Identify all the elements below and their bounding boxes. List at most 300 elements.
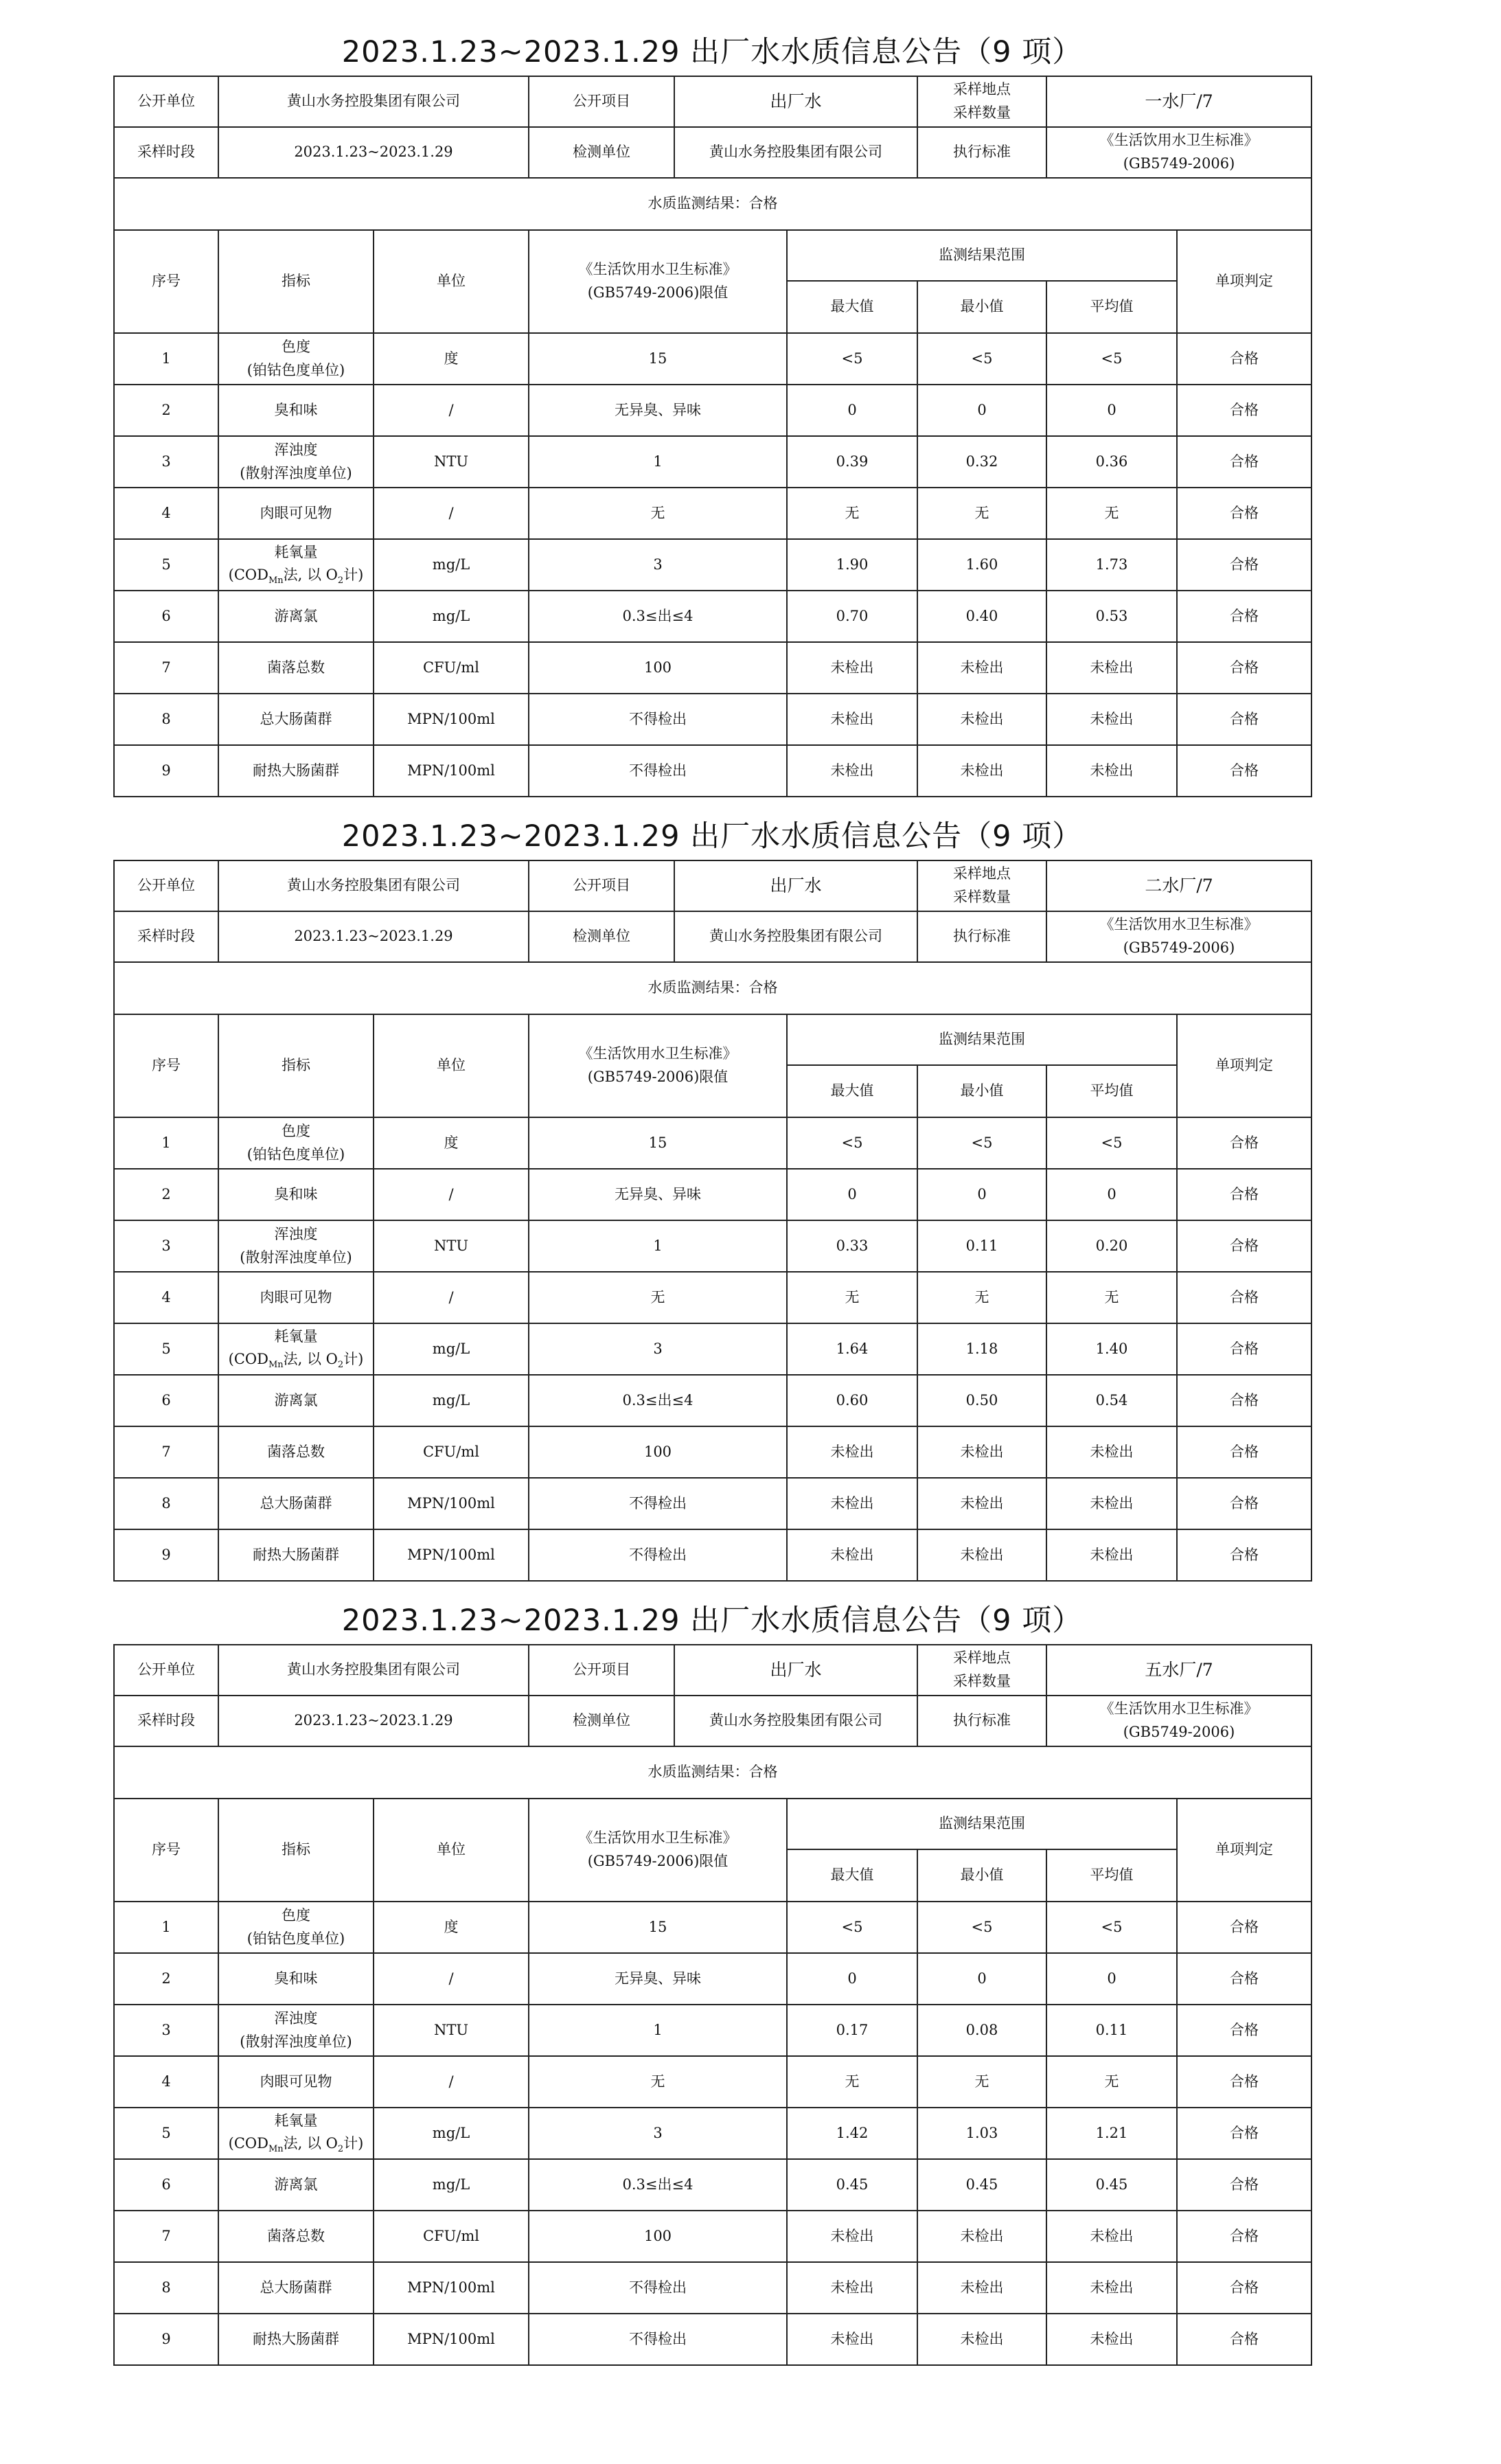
row-indicator bbox=[218, 1529, 374, 1581]
row-avg: <5 bbox=[1046, 1117, 1177, 1169]
table-row bbox=[114, 2159, 1311, 2211]
row-no: 9 bbox=[114, 745, 218, 797]
water-quality-report bbox=[113, 1597, 1311, 2366]
cod-note-text: 计) bbox=[343, 1351, 364, 1368]
row-indicator bbox=[218, 539, 374, 591]
row-max: 未检出 bbox=[787, 2314, 917, 2365]
row-limit: 不得检出 bbox=[529, 2314, 787, 2365]
row-unit: 度 bbox=[374, 1902, 529, 1953]
site-label: 采样地点 采样数量 bbox=[917, 1645, 1046, 1696]
row-indicator bbox=[218, 694, 374, 745]
row-min: 无 bbox=[917, 488, 1046, 539]
table-row bbox=[114, 1529, 1311, 1581]
row-limit: 无 bbox=[529, 1272, 787, 1323]
row-no: 8 bbox=[114, 694, 218, 745]
col-header-avg: 平均值 bbox=[1046, 1065, 1177, 1117]
row-unit: MPN/100ml bbox=[374, 2262, 529, 2314]
row-unit: CFU/ml bbox=[374, 642, 529, 694]
row-max: 0.17 bbox=[787, 2005, 917, 2056]
row-verdict: 合格 bbox=[1177, 694, 1311, 745]
indicator-name: 耐热大肠菌群 bbox=[253, 762, 339, 779]
row-min: 未检出 bbox=[917, 1529, 1046, 1581]
row-indicator bbox=[218, 1272, 374, 1323]
indicator-name: 耐热大肠菌群 bbox=[253, 2330, 339, 2347]
col-header-max: 最大值 bbox=[787, 281, 917, 333]
row-limit: 15 bbox=[529, 1902, 787, 1953]
col-header-no: 序号 bbox=[114, 230, 218, 333]
col-header-verdict: 单项判定 bbox=[1177, 230, 1311, 333]
row-verdict: 合格 bbox=[1177, 1426, 1311, 1478]
row-limit: 不得检出 bbox=[529, 1529, 787, 1581]
col-header-avg: 平均值 bbox=[1046, 281, 1177, 333]
indicator-name: 游离氯 bbox=[274, 2176, 318, 2193]
row-limit: 无异臭、异味 bbox=[529, 385, 787, 436]
row-limit: 100 bbox=[529, 2211, 787, 2262]
row-avg: 0.11 bbox=[1046, 2005, 1177, 2056]
overall-result: 水质监测结果：合格 bbox=[114, 178, 1311, 230]
row-no: 7 bbox=[114, 642, 218, 694]
row-max: 1.42 bbox=[787, 2108, 917, 2159]
row-no: 8 bbox=[114, 1478, 218, 1529]
row-limit: 1 bbox=[529, 2005, 787, 2056]
col-header-range: 监测结果范围 bbox=[787, 1014, 1177, 1065]
row-min: 0.08 bbox=[917, 2005, 1046, 2056]
publisher-value: 黄山水务控股集团有限公司 bbox=[218, 860, 529, 911]
row-max: 0 bbox=[787, 1953, 917, 2005]
row-verdict: 合格 bbox=[1177, 385, 1311, 436]
table-row bbox=[114, 436, 1311, 488]
row-unit: MPN/100ml bbox=[374, 745, 529, 797]
row-no: 3 bbox=[114, 1220, 218, 1272]
report-title: 2023.1.23~2023.1.29 出厂水水质信息公告（9 项） bbox=[341, 1604, 1083, 1638]
row-unit: / bbox=[374, 1169, 529, 1220]
row-unit: MPN/100ml bbox=[374, 694, 529, 745]
lab-value: 黄山水务控股集团有限公司 bbox=[709, 928, 882, 945]
indicator-name: 肉眼可见物 bbox=[260, 1288, 332, 1305]
row-min: 未检出 bbox=[917, 1426, 1046, 1478]
row-max: 未检出 bbox=[787, 694, 917, 745]
indicator-note: (铂钴色度单位) bbox=[247, 1145, 345, 1163]
cod-subscript: Mn bbox=[268, 2144, 284, 2155]
site-value: 五水厂/7 bbox=[1046, 1645, 1311, 1696]
table-row bbox=[114, 333, 1311, 385]
row-min: 未检出 bbox=[917, 2262, 1046, 2314]
row-verdict: 合格 bbox=[1177, 1272, 1311, 1323]
row-min: 1.03 bbox=[917, 2108, 1046, 2159]
row-unit: CFU/ml bbox=[374, 1426, 529, 1478]
site-label: 采样地点 采样数量 bbox=[917, 76, 1046, 127]
row-indicator bbox=[218, 1478, 374, 1529]
table-row bbox=[114, 1117, 1311, 1169]
period-value: 2023.1.23~2023.1.29 bbox=[218, 1696, 529, 1746]
row-indicator bbox=[218, 1323, 374, 1375]
row-no: 3 bbox=[114, 2005, 218, 2056]
row-unit: NTU bbox=[374, 2005, 529, 2056]
row-limit: 不得检出 bbox=[529, 2262, 787, 2314]
report-title: 2023.1.23~2023.1.29 出厂水水质信息公告（9 项） bbox=[341, 819, 1083, 854]
row-min: 未检出 bbox=[917, 745, 1046, 797]
row-no: 5 bbox=[114, 2108, 218, 2159]
col-header-avg: 平均值 bbox=[1046, 1849, 1177, 1902]
col-header-range: 监测结果范围 bbox=[787, 1799, 1177, 1849]
standard-label: 执行标准 bbox=[917, 127, 1046, 178]
row-max: 0.45 bbox=[787, 2159, 917, 2211]
row-verdict: 合格 bbox=[1177, 2159, 1311, 2211]
row-unit: MPN/100ml bbox=[374, 2314, 529, 2365]
indicator-note: (散射浑浊度单位) bbox=[240, 1248, 352, 1266]
row-avg: 未检出 bbox=[1046, 1529, 1177, 1581]
indicator-note bbox=[222, 564, 370, 589]
row-min: <5 bbox=[917, 333, 1046, 385]
row-verdict: 合格 bbox=[1177, 1953, 1311, 2005]
row-no: 5 bbox=[114, 539, 218, 591]
indicator-note: (铂钴色度单位) bbox=[247, 361, 345, 378]
row-indicator bbox=[218, 1220, 374, 1272]
row-verdict: 合格 bbox=[1177, 2108, 1311, 2159]
row-avg: <5 bbox=[1046, 333, 1177, 385]
col-header-min: 最小值 bbox=[917, 1849, 1046, 1902]
row-verdict: 合格 bbox=[1177, 1375, 1311, 1426]
row-avg: 0.53 bbox=[1046, 591, 1177, 642]
col-header-unit: 单位 bbox=[374, 1014, 529, 1117]
col-header-max: 最大值 bbox=[787, 1065, 917, 1117]
table-row bbox=[114, 1478, 1311, 1529]
table-row bbox=[114, 1953, 1311, 2005]
cod-note-text: (COD bbox=[228, 567, 268, 584]
row-avg: 未检出 bbox=[1046, 1426, 1177, 1478]
standard-value: 《生活饮用水卫生标准》 (GB5749-2006) bbox=[1046, 911, 1311, 962]
table-row bbox=[114, 539, 1311, 591]
indicator-name: 游离氯 bbox=[274, 607, 318, 624]
row-min: 0 bbox=[917, 1953, 1046, 2005]
indicator-name: 浑浊度 bbox=[274, 441, 318, 458]
indicator-name: 肉眼可见物 bbox=[260, 504, 332, 521]
row-verdict: 合格 bbox=[1177, 488, 1311, 539]
result-row bbox=[114, 1746, 1311, 1799]
col-header-min: 最小值 bbox=[917, 281, 1046, 333]
row-max: 0.60 bbox=[787, 1375, 917, 1426]
row-min: 0.45 bbox=[917, 2159, 1046, 2211]
row-max: <5 bbox=[787, 1117, 917, 1169]
row-max: 未检出 bbox=[787, 745, 917, 797]
row-no: 2 bbox=[114, 385, 218, 436]
row-verdict: 合格 bbox=[1177, 1117, 1311, 1169]
row-avg: 1.40 bbox=[1046, 1323, 1177, 1375]
data-rows bbox=[114, 1117, 1311, 1581]
table-row bbox=[114, 1323, 1311, 1375]
row-min: 未检出 bbox=[917, 2211, 1046, 2262]
period-value: 2023.1.23~2023.1.29 bbox=[218, 911, 529, 962]
row-no: 7 bbox=[114, 2211, 218, 2262]
row-min: 未检出 bbox=[917, 694, 1046, 745]
row-min: 未检出 bbox=[917, 642, 1046, 694]
row-unit: NTU bbox=[374, 436, 529, 488]
row-avg: 0.36 bbox=[1046, 436, 1177, 488]
col-header-max: 最大值 bbox=[787, 1849, 917, 1902]
period-label: 采样时段 bbox=[114, 127, 218, 178]
row-limit: 3 bbox=[529, 539, 787, 591]
table-row bbox=[114, 488, 1311, 539]
row-indicator bbox=[218, 2005, 374, 2056]
row-verdict: 合格 bbox=[1177, 333, 1311, 385]
indicator-name: 色度 bbox=[282, 1122, 310, 1139]
row-min: 无 bbox=[917, 1272, 1046, 1323]
row-max: 未检出 bbox=[787, 2211, 917, 2262]
row-no: 4 bbox=[114, 1272, 218, 1323]
row-no: 4 bbox=[114, 488, 218, 539]
indicator-name: 肉眼可见物 bbox=[260, 2073, 332, 2090]
row-verdict: 合格 bbox=[1177, 2262, 1311, 2314]
lab-label: 检测单位 bbox=[529, 1696, 675, 1746]
standard-label: 执行标准 bbox=[917, 1696, 1046, 1746]
row-avg: 未检出 bbox=[1046, 1478, 1177, 1529]
row-limit: 1 bbox=[529, 1220, 787, 1272]
row-max: 1.90 bbox=[787, 539, 917, 591]
row-unit: 度 bbox=[374, 1117, 529, 1169]
cod-note-text: 法, 以 O bbox=[283, 1351, 338, 1368]
row-limit: 0.3≤出≤4 bbox=[529, 2159, 787, 2211]
indicator-name: 色度 bbox=[282, 338, 310, 355]
row-indicator bbox=[218, 2056, 374, 2108]
item-label: 公开项目 bbox=[529, 861, 675, 911]
table-row bbox=[114, 1220, 1311, 1272]
row-unit: mg/L bbox=[374, 1375, 529, 1426]
cod-note-text: 计) bbox=[343, 567, 364, 584]
meta-row-2 bbox=[114, 127, 1311, 178]
row-no: 6 bbox=[114, 1375, 218, 1426]
row-unit: mg/L bbox=[374, 591, 529, 642]
row-avg: 无 bbox=[1046, 2056, 1177, 2108]
row-avg: 未检出 bbox=[1046, 745, 1177, 797]
overall-result: 水质监测结果：合格 bbox=[114, 962, 1311, 1014]
row-min: 1.60 bbox=[917, 539, 1046, 591]
col-header-limit: 《生活饮用水卫生标准》 (GB5749-2006)限值 bbox=[529, 1014, 787, 1117]
row-min: <5 bbox=[917, 1117, 1046, 1169]
indicator-name: 菌落总数 bbox=[267, 659, 325, 676]
col-header-indicator: 指标 bbox=[218, 1799, 374, 1902]
indicator-name: 耗氧量 bbox=[274, 2112, 318, 2129]
row-verdict: 合格 bbox=[1177, 1220, 1311, 1272]
table-row bbox=[114, 1902, 1311, 1953]
col-header-verdict: 单项判定 bbox=[1177, 1014, 1311, 1117]
table-row bbox=[114, 642, 1311, 694]
row-indicator bbox=[218, 1953, 374, 2005]
row-max: 未检出 bbox=[787, 1529, 917, 1581]
col-header-unit: 单位 bbox=[374, 1799, 529, 1902]
indicator-note bbox=[222, 1348, 370, 1373]
row-limit: 无异臭、异味 bbox=[529, 1169, 787, 1220]
row-max: 0 bbox=[787, 1169, 917, 1220]
row-limit: 无异臭、异味 bbox=[529, 1953, 787, 2005]
row-max: 0.39 bbox=[787, 436, 917, 488]
row-indicator bbox=[218, 591, 374, 642]
row-limit: 不得检出 bbox=[529, 1478, 787, 1529]
row-limit: 无 bbox=[529, 2056, 787, 2108]
row-max: 无 bbox=[787, 488, 917, 539]
row-max: <5 bbox=[787, 1902, 917, 1953]
col-header-range: 监测结果范围 bbox=[787, 230, 1177, 281]
cod-subscript: Mn bbox=[268, 575, 284, 586]
row-no: 9 bbox=[114, 1529, 218, 1581]
row-indicator bbox=[218, 1117, 374, 1169]
row-indicator bbox=[218, 2262, 374, 2314]
row-no: 6 bbox=[114, 591, 218, 642]
row-indicator bbox=[218, 2159, 374, 2211]
row-min: 0.50 bbox=[917, 1375, 1046, 1426]
indicator-name: 菌落总数 bbox=[267, 1443, 325, 1460]
meta-row-1 bbox=[114, 860, 1311, 911]
row-verdict: 合格 bbox=[1177, 436, 1311, 488]
indicator-note bbox=[222, 2132, 370, 2157]
publisher-label: 公开单位 bbox=[114, 860, 218, 911]
row-max: 0 bbox=[787, 385, 917, 436]
indicator-note: (散射浑浊度单位) bbox=[240, 464, 352, 481]
row-avg: 未检出 bbox=[1046, 694, 1177, 745]
cod-subscript: 2 bbox=[337, 1360, 344, 1371]
row-verdict: 合格 bbox=[1177, 2005, 1311, 2056]
row-max: 0.70 bbox=[787, 591, 917, 642]
row-max: 未检出 bbox=[787, 642, 917, 694]
row-verdict: 合格 bbox=[1177, 591, 1311, 642]
standard-value: 《生活饮用水卫生标准》 (GB5749-2006) bbox=[1046, 127, 1311, 178]
row-limit: 3 bbox=[529, 2108, 787, 2159]
site-label: 采样地点 采样数量 bbox=[917, 860, 1046, 911]
row-limit: 不得检出 bbox=[529, 694, 787, 745]
row-indicator bbox=[218, 1426, 374, 1478]
data-rows bbox=[114, 333, 1311, 797]
row-avg: 0 bbox=[1046, 1953, 1177, 2005]
item-value: 出厂水 bbox=[770, 876, 822, 896]
table-row bbox=[114, 2262, 1311, 2314]
report-table bbox=[113, 76, 1312, 797]
row-verdict: 合格 bbox=[1177, 1478, 1311, 1529]
indicator-name: 耗氧量 bbox=[274, 543, 318, 560]
row-min: 0.11 bbox=[917, 1220, 1046, 1272]
row-no: 7 bbox=[114, 1426, 218, 1478]
row-indicator bbox=[218, 1375, 374, 1426]
row-indicator bbox=[218, 2108, 374, 2159]
table-row bbox=[114, 2108, 1311, 2159]
row-min: 无 bbox=[917, 2056, 1046, 2108]
water-quality-report bbox=[113, 29, 1311, 797]
table-row bbox=[114, 1169, 1311, 1220]
row-avg: 未检出 bbox=[1046, 642, 1177, 694]
indicator-name: 臭和味 bbox=[274, 1970, 318, 1987]
table-row bbox=[114, 694, 1311, 745]
row-max: <5 bbox=[787, 333, 917, 385]
row-min: 未检出 bbox=[917, 2314, 1046, 2365]
row-limit: 不得检出 bbox=[529, 745, 787, 797]
row-max: 未检出 bbox=[787, 2262, 917, 2314]
indicator-name: 浑浊度 bbox=[274, 1225, 318, 1242]
lab-label: 检测单位 bbox=[529, 128, 675, 177]
table-row bbox=[114, 1426, 1311, 1478]
row-indicator bbox=[218, 385, 374, 436]
header-row bbox=[114, 230, 1311, 281]
water-quality-report bbox=[113, 813, 1311, 1582]
result-row bbox=[114, 962, 1311, 1014]
row-no: 5 bbox=[114, 1323, 218, 1375]
row-avg: 0 bbox=[1046, 385, 1177, 436]
row-verdict: 合格 bbox=[1177, 2211, 1311, 2262]
indicator-name: 浑浊度 bbox=[274, 2009, 318, 2027]
cod-note-text: 法, 以 O bbox=[283, 2135, 338, 2152]
standard-label: 执行标准 bbox=[917, 911, 1046, 962]
publisher-value: 黄山水务控股集团有限公司 bbox=[218, 1645, 529, 1696]
row-indicator bbox=[218, 488, 374, 539]
period-label: 采样时段 bbox=[114, 911, 218, 962]
row-unit: 度 bbox=[374, 333, 529, 385]
row-verdict: 合格 bbox=[1177, 1323, 1311, 1375]
row-min: 0.40 bbox=[917, 591, 1046, 642]
row-unit: mg/L bbox=[374, 2159, 529, 2211]
row-limit: 0.3≤出≤4 bbox=[529, 591, 787, 642]
row-indicator bbox=[218, 745, 374, 797]
row-no: 8 bbox=[114, 2262, 218, 2314]
indicator-note: (铂钴色度单位) bbox=[247, 1930, 345, 1947]
row-unit: mg/L bbox=[374, 539, 529, 591]
col-header-limit: 《生活饮用水卫生标准》 (GB5749-2006)限值 bbox=[529, 1799, 787, 1902]
row-limit: 100 bbox=[529, 1426, 787, 1478]
row-limit: 3 bbox=[529, 1323, 787, 1375]
row-min: 1.18 bbox=[917, 1323, 1046, 1375]
row-verdict: 合格 bbox=[1177, 2056, 1311, 2108]
row-avg: 0 bbox=[1046, 1169, 1177, 1220]
row-indicator bbox=[218, 1169, 374, 1220]
row-indicator bbox=[218, 333, 374, 385]
row-limit: 1 bbox=[529, 436, 787, 488]
period-label: 采样时段 bbox=[114, 1696, 218, 1746]
row-min: 0 bbox=[917, 385, 1046, 436]
row-unit: / bbox=[374, 385, 529, 436]
row-verdict: 合格 bbox=[1177, 642, 1311, 694]
row-verdict: 合格 bbox=[1177, 1529, 1311, 1581]
standard-value: 《生活饮用水卫生标准》 (GB5749-2006) bbox=[1046, 1696, 1311, 1746]
meta-row-2 bbox=[114, 1696, 1311, 1746]
row-avg: 未检出 bbox=[1046, 2262, 1177, 2314]
row-min: 未检出 bbox=[917, 1478, 1046, 1529]
row-verdict: 合格 bbox=[1177, 2314, 1311, 2365]
row-limit: 15 bbox=[529, 1117, 787, 1169]
row-min: 0 bbox=[917, 1169, 1046, 1220]
table-row bbox=[114, 2314, 1311, 2365]
report-table bbox=[113, 1644, 1312, 2366]
report-table bbox=[113, 860, 1312, 1582]
cod-subscript: Mn bbox=[268, 1360, 284, 1371]
row-indicator bbox=[218, 2211, 374, 2262]
row-avg: 0.45 bbox=[1046, 2159, 1177, 2211]
indicator-name: 总大肠菌群 bbox=[260, 1494, 332, 1512]
col-header-unit: 单位 bbox=[374, 230, 529, 333]
header-row bbox=[114, 1799, 1311, 1849]
row-avg: 1.21 bbox=[1046, 2108, 1177, 2159]
col-header-no: 序号 bbox=[114, 1799, 218, 1902]
row-avg: 未检出 bbox=[1046, 2314, 1177, 2365]
col-header-min: 最小值 bbox=[917, 1065, 1046, 1117]
row-no: 1 bbox=[114, 1117, 218, 1169]
indicator-name: 臭和味 bbox=[274, 401, 318, 418]
row-indicator bbox=[218, 436, 374, 488]
row-unit: / bbox=[374, 1272, 529, 1323]
table-row bbox=[114, 2056, 1311, 2108]
col-header-limit: 《生活饮用水卫生标准》 (GB5749-2006)限值 bbox=[529, 230, 787, 333]
row-no: 9 bbox=[114, 2314, 218, 2365]
row-indicator bbox=[218, 642, 374, 694]
meta-row-1 bbox=[114, 1645, 1311, 1696]
table-row bbox=[114, 1375, 1311, 1426]
row-unit: mg/L bbox=[374, 1323, 529, 1375]
item-label: 公开项目 bbox=[529, 77, 675, 126]
